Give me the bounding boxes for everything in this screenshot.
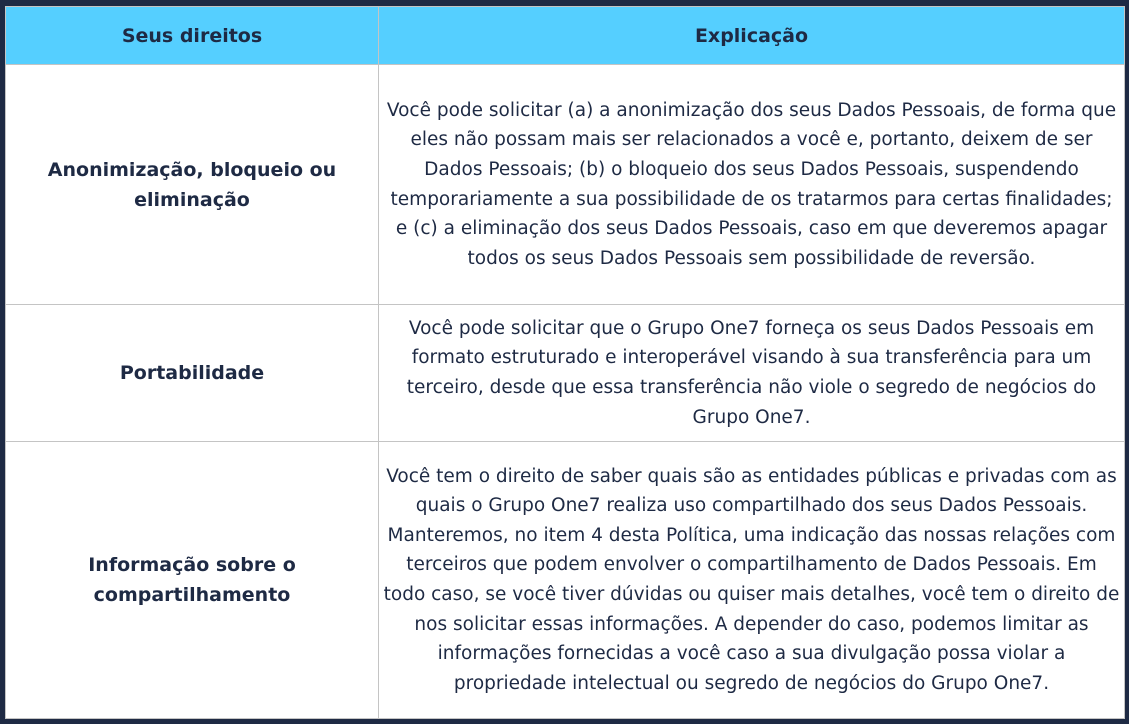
right-name: Anonimização, bloqueio ou eliminação bbox=[6, 65, 379, 305]
table-row bbox=[6, 442, 1125, 719]
right-name: Informação sobre o compartilhamento bbox=[6, 442, 379, 719]
table-row bbox=[6, 305, 1125, 442]
table-header-row bbox=[6, 7, 1125, 65]
right-name: Portabilidade bbox=[6, 305, 379, 442]
rights-table-container bbox=[5, 6, 1124, 718]
header-rights: Seus direitos bbox=[6, 7, 379, 65]
right-explanation: Você pode solicitar (a) a anonimização dos seus Dados Pessoais, de forma que eles não possam mais ser relacionados a você e, portanto, deixem de ser Dados Pessoais; (b) o bloqueio dos seus Dados Pessoais, suspendendo temporariamente a sua possibilidade de os tratarmos para certas finalidades; e (c) a eliminação dos seus Dados Pessoais, caso em que deveremos apagar todos os seus Dados Pessoais sem possibilidade de reversão. bbox=[379, 65, 1125, 305]
table-row bbox=[6, 65, 1125, 305]
right-explanation: Você tem o direito de saber quais são as entidades públicas e privadas com as quais o Grupo One7 realiza uso compartilhado dos seus Dados Pessoais. Manteremos, no item 4 desta Política, uma indicação das nossas relações com terceiros que podem envolver o compartilhamento de Dados Pessoais. Em todo caso, se você tiver dúvidas ou quiser mais detalhes, você tem o direito de nos solicitar essas informações. A depender do caso, podemos limitar as informações fornecidas a você caso a sua divulgação possa violar a propriedade intelectual ou segredo de negócios do Grupo One7. bbox=[379, 442, 1125, 719]
rights-table bbox=[5, 6, 1125, 719]
right-explanation: Você pode solicitar que o Grupo One7 forneça os seus Dados Pessoais em formato estruturado e interoperável visando à sua transferência para um terceiro, desde que essa transferência não viole o segredo de negócios do Grupo One7. bbox=[379, 305, 1125, 442]
header-explanation: Explicação bbox=[379, 7, 1125, 65]
